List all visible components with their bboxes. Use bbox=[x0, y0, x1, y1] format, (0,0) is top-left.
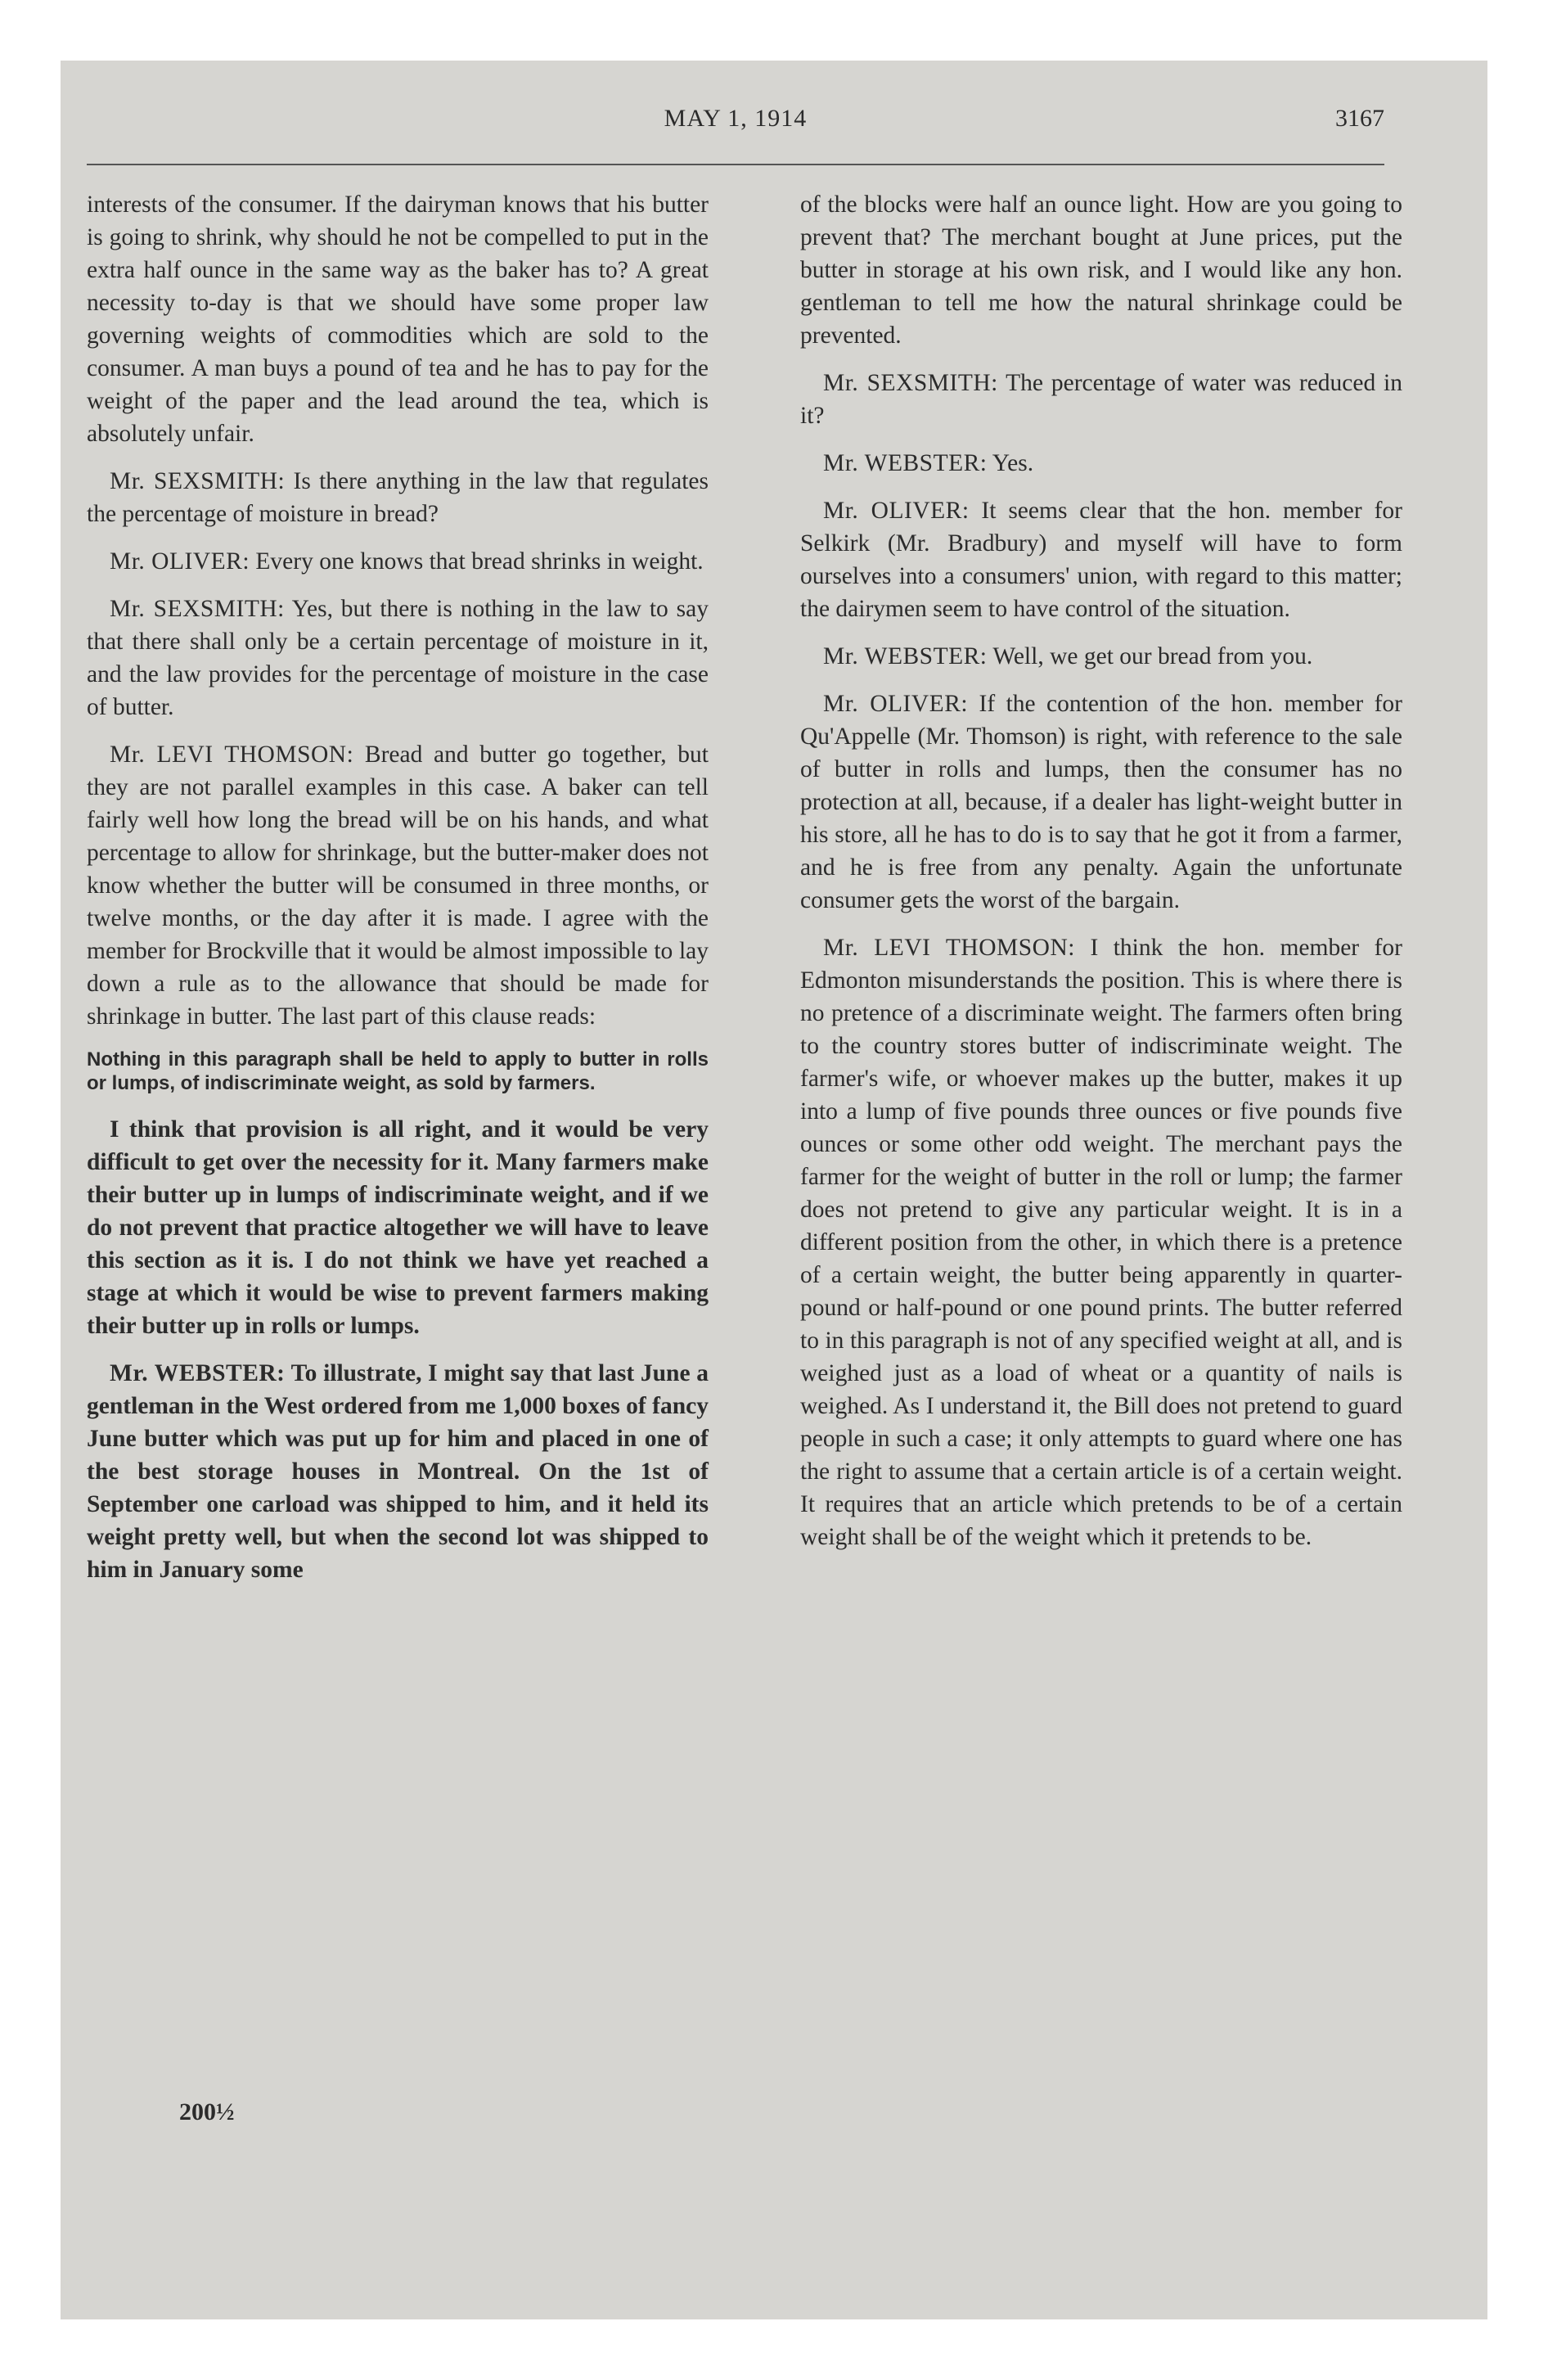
paragraph bbox=[800, 494, 1402, 625]
paragraph bbox=[87, 1357, 709, 1586]
paragraph-text: Yes, but there is nothing in the law to say that there shall only be a certain percentage of moisture in it, and the law provides for the percentage of moisture in the case of butter. bbox=[87, 596, 709, 720]
speaker-name: Mr. LEVI THOMSON: bbox=[823, 935, 1075, 961]
signature-mark: 200½ bbox=[179, 2098, 235, 2125]
paragraph-text: It seems clear that the hon. member for Selkirk (Mr. Bradbury) and myself will have to form ourselves into a consumers' union, with regard to this matter; the dairymen seem to have control of the situation. bbox=[800, 498, 1402, 622]
speaker-name: Mr. LEVI THOMSON: bbox=[110, 741, 354, 768]
paragraph bbox=[87, 545, 709, 578]
paragraph-text: Yes. bbox=[992, 450, 1034, 476]
header-rule bbox=[87, 164, 1384, 165]
speaker-name: Mr. WEBSTER: bbox=[823, 450, 988, 476]
quoted-clause-text: Nothing in this paragraph shall be held to apply to butter in rolls or lumps, of indiscriminate weight, as sold by farmers. bbox=[87, 1048, 709, 1094]
speaker-name: Mr. SEXSMITH: bbox=[110, 596, 285, 622]
page-date: MAY 1, 1914 bbox=[664, 105, 808, 132]
paragraph bbox=[800, 640, 1402, 673]
page-number: 3167 bbox=[1335, 105, 1384, 132]
left-column bbox=[87, 188, 709, 1601]
paragraph-text: Is there anything in the law that regulates the percentage of moisture in bread? bbox=[87, 468, 709, 527]
speaker-name: Mr. OLIVER: bbox=[110, 548, 250, 575]
paragraph bbox=[800, 367, 1402, 432]
paragraph bbox=[800, 188, 1402, 352]
paragraph-text: of the blocks were half an ounce light. How are you going to prevent that? The merchant bought at June prices, put the butter in storage at his own risk, and I would like any hon. gentleman to tell me how the natural shrinkage could be prevented. bbox=[800, 192, 1402, 349]
paragraph-text: To illustrate, I might say that last June a gentleman in the West ordered from me 1,000 boxes of fancy June butter which was put up for him and placed in one of the best storage houses in Montreal. On the 1st of September one carload was shipped to him, and it held its weight pretty well, but when the second lot was shipped to him in January some bbox=[87, 1360, 709, 1583]
paragraph-text: I think the hon. member for Edmonton misunderstands the position. This is where there is no pretence of a discriminate weight. The farmers often bring to the country stores butter of indiscriminate weight. The farmer's wife, or whoever makes up the butter, makes it up into a lump of five pounds three ounces or five pounds five ounces or some other odd weight. The merchant pays the farmer for the weight of butter in the roll or lump; the farmer does not pretend to give any particular weight. It is in a different position from the other, in which there is a pretence of a certain weight, the butter being apparently in quarter-pound or half-pound or one pound prints. The butter referred to in this paragraph is not of any specified weight at all, and is weighed just as a load of wheat or a quantity of nails is weighed. As I understand it, the Bill does not pretend to guard people in such a case; it only attempts to guard where one has the right to assume that a certain article is of a certain weight. It requires that an article which pretends to be of a certain weight shall be of the weight which it pretends to be. bbox=[800, 935, 1402, 1550]
right-column bbox=[800, 188, 1402, 1568]
speaker-name: Mr. SEXSMITH: bbox=[110, 468, 286, 494]
paragraph bbox=[800, 687, 1402, 917]
paragraph bbox=[87, 593, 709, 723]
paragraph bbox=[87, 1113, 709, 1342]
speaker-name: Mr. OLIVER: bbox=[823, 691, 969, 717]
paragraph bbox=[87, 188, 709, 450]
page-header bbox=[87, 105, 1384, 154]
paragraph-text: Bread and butter go together, but they are not parallel examples in this case. A baker can tell fairly well how long the bread will be on his hands, and what percentage to allow for shrinkage, but the butter-maker does not know whether the butter will be consumed in three months, or twelve months, or the day after it is made. I agree with the member for Brockville that it would be almost impossible to lay down a rule as to the allowance that should be made for shrinkage in butter. The last part of this clause reads: bbox=[87, 741, 709, 1030]
paragraph bbox=[800, 447, 1402, 480]
paragraph bbox=[87, 465, 709, 530]
paragraph-text: Every one knows that bread shrinks in weight. bbox=[255, 548, 704, 575]
paragraph-text: If the contention of the hon. member for Qu'Appelle (Mr. Thomson) is right, with reference to the sale of butter in rolls and lumps, then the consumer has no protection at all, because, if a dealer has light-weight butter in his store, all he has to do is to say that he got it from a farmer, and he is free from any penalty. Again the unfortunate consumer gets the worst of the bargain. bbox=[800, 691, 1402, 913]
quoted-clause bbox=[87, 1048, 709, 1095]
paragraph bbox=[800, 931, 1402, 1553]
paragraph-text: I think that provision is all right, and it would be very difficult to get over the necessity for it. Many farmers make their butter up in lumps of indiscriminate weight, and if we do not prevent that practice altogether we will have to leave this section as it is. I do not think we have yet reached a stage at which it would be wise to prevent farmers making their butter up in rolls or lumps. bbox=[87, 1116, 709, 1339]
paragraph-text: Well, we get our bread from you. bbox=[992, 643, 1313, 669]
speaker-name: Mr. SEXSMITH: bbox=[823, 370, 998, 396]
speaker-name: Mr. WEBSTER: bbox=[823, 643, 988, 669]
paragraph-text: interests of the consumer. If the dairyman knows that his butter is going to shrink, why should he not be compelled to put in the extra half ounce in the same way as the baker has to? A great necessity to-day is that we should have some proper law governing weights of commodities which are sold to the consumer. A man buys a pound of tea and he has to pay for the weight of the paper and the lead around the tea, which is absolutely unfair. bbox=[87, 192, 709, 447]
paragraph-text: The percentage of water was reduced in it? bbox=[800, 370, 1402, 429]
paragraph bbox=[87, 738, 709, 1033]
speaker-name: Mr. WEBSTER: bbox=[110, 1360, 286, 1386]
speaker-name: Mr. OLIVER: bbox=[823, 498, 970, 524]
